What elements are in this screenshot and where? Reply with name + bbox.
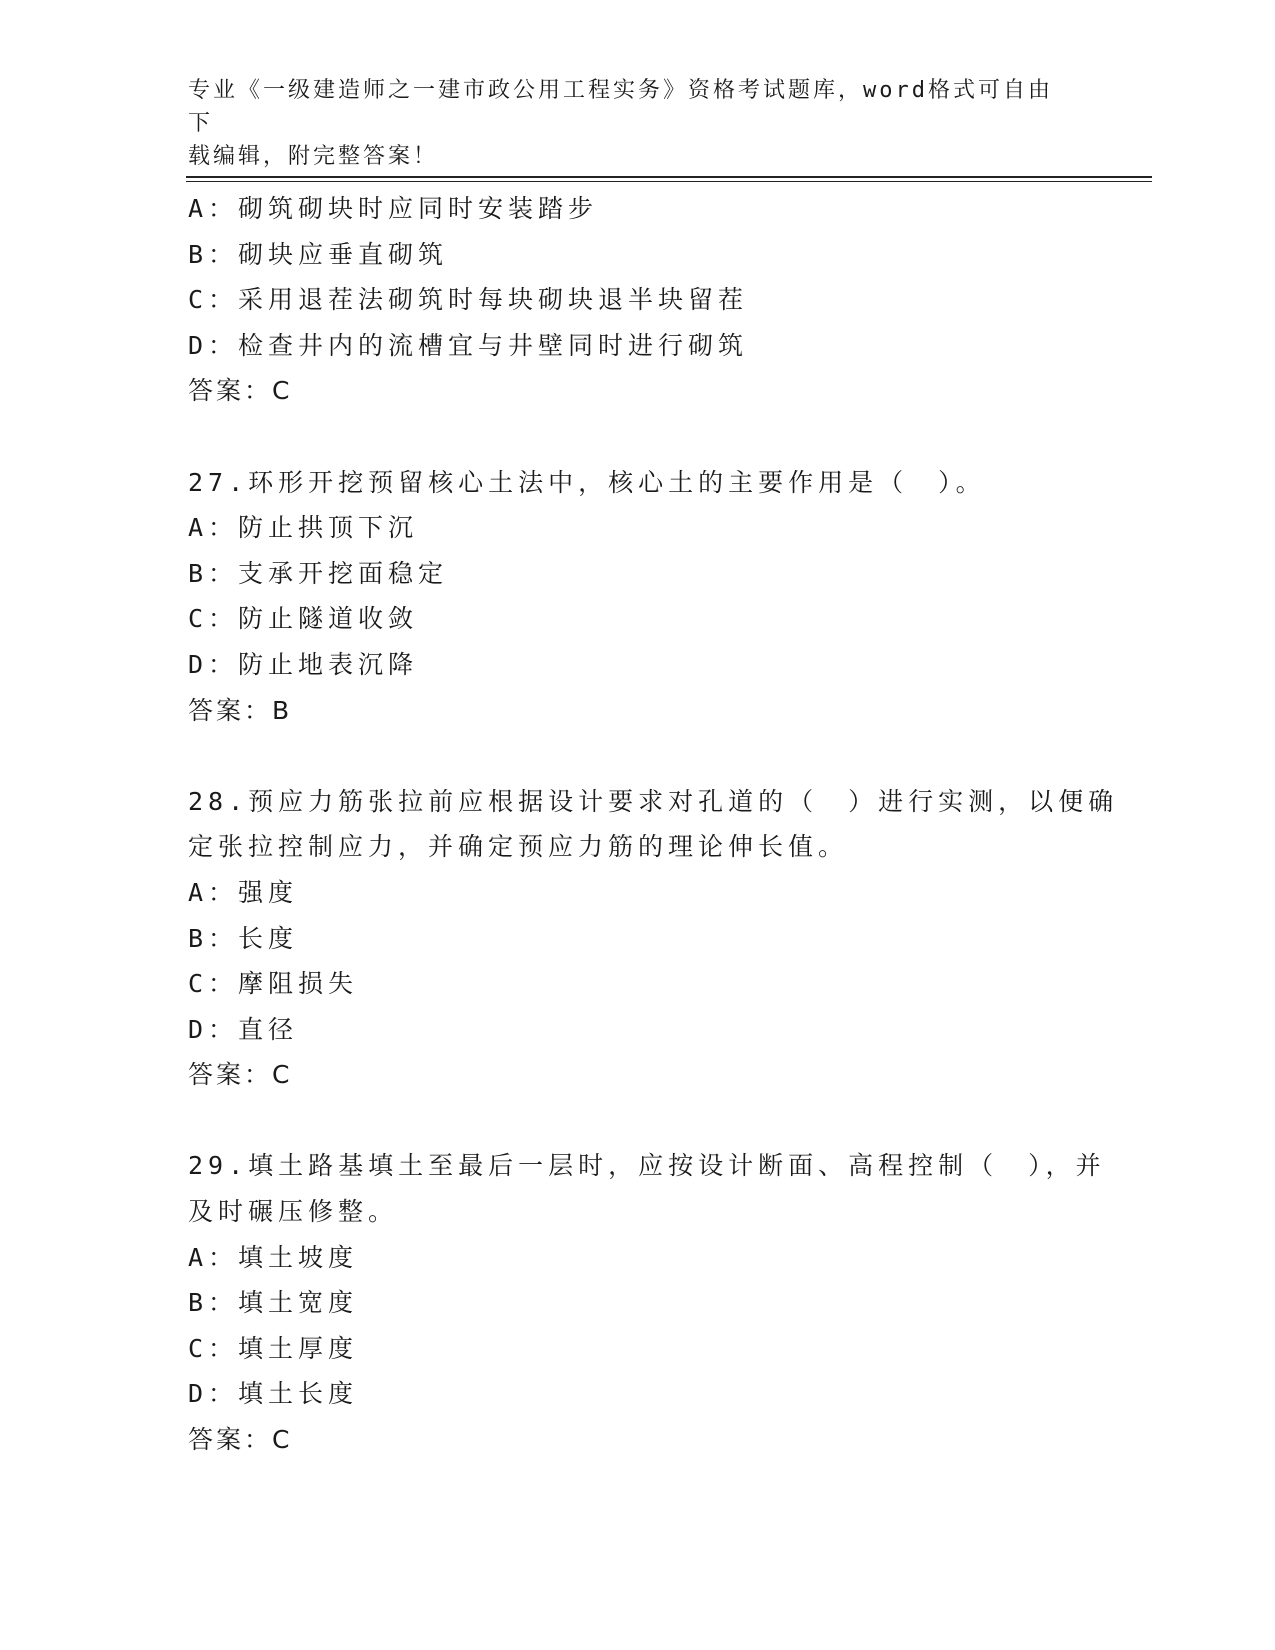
spacer: [188, 733, 1088, 779]
option-b: B：砌块应垂直砌筑: [188, 239, 449, 269]
question-28-block: [188, 779, 1119, 1098]
question-text-line-2: 及时碾压修整。: [188, 1197, 399, 1227]
question-26-block: [188, 186, 1088, 414]
option-c: C：防止隧道收敛: [188, 604, 419, 634]
document-header: [188, 74, 1068, 173]
option-b: B：长度: [188, 923, 299, 953]
question-29-block: [188, 1143, 1106, 1462]
answer-line: 答案：C: [188, 1060, 293, 1090]
option-c: C：填土厚度: [188, 1333, 359, 1363]
header-divider-thick: [186, 176, 1152, 178]
option-b: B：支承开挖面稳定: [188, 558, 449, 588]
header-line-2: 载编辑，附完整答案！: [188, 144, 439, 169]
option-d: D：填土长度: [188, 1379, 359, 1409]
header-divider-thin: [186, 181, 1152, 182]
spacer: [188, 1098, 1088, 1144]
option-a: A：砌筑砌块时应同时安装踏步: [188, 194, 599, 223]
option-a: A：强度: [188, 877, 299, 907]
option-a: A：防止拱顶下沉: [188, 513, 419, 543]
option-a: A：填土坡度: [188, 1242, 359, 1272]
option-d: D：防止地表沉降: [188, 649, 419, 679]
answer-line: 答案：B: [188, 695, 293, 725]
question-text-line-1: 28.预应力筋张拉前应根据设计要求对孔道的（ ）进行实测，以便确: [188, 786, 1119, 816]
spacer: [188, 414, 1088, 460]
question-text-line-1: 29.填土路基填土至最后一层时，应按设计断面、高程控制（ ），并: [188, 1151, 1106, 1181]
option-d: D：直径: [188, 1014, 299, 1044]
question-27-block: [188, 460, 1088, 734]
question-list: [188, 186, 1119, 1463]
option-d: D：检查井内的流槽宜与井壁同时进行砌筑: [188, 330, 749, 360]
option-b: B：填土宽度: [188, 1288, 359, 1318]
answer-line: 答案：C: [188, 376, 293, 406]
option-c: C：摩阻损失: [188, 969, 359, 999]
option-c: C：采用退茬法砌筑时每块砌块退半块留茬: [188, 285, 749, 315]
answer-line: 答案：C: [188, 1425, 293, 1455]
header-line-1: 专业《一级建造师之一建市政公用工程实务》资格考试题库，word格式可自由下: [188, 78, 1053, 136]
question-text: 27.环形开挖预留核心土法中，核心土的主要作用是（ ）。: [188, 467, 986, 497]
question-text-line-2: 定张拉控制应力，并确定预应力筋的理论伸长值。: [188, 832, 849, 862]
